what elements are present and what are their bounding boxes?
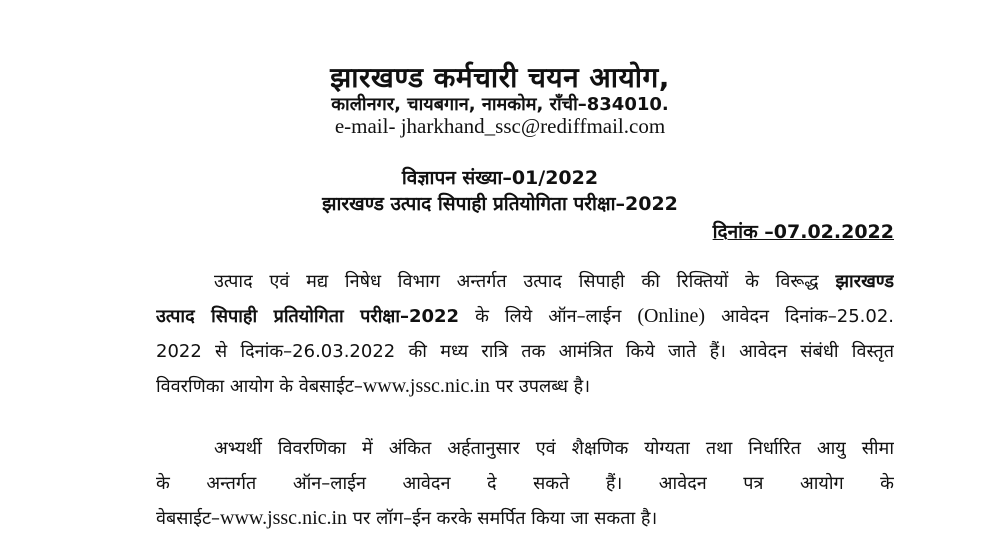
paragraph-1-line-3: 2022 से दिनांक–26.03.2022 की मध्य रात्रि तक आमंत्रित किये जाते हैं। आवेदन संबंधी विस्तृत: [156, 341, 894, 362]
website-link[interactable]: www.jssc.nic.in: [362, 375, 490, 397]
paragraph-2: [156, 431, 894, 536]
advertisement-number: विज्ञापन संख्या–01/2022: [401, 167, 599, 189]
paragraph-2-line-3: वेबसाईट–www.jssc.nic.in पर लॉग–ईन करके समर्पित किया जा सकता है।: [156, 507, 658, 529]
organization-name: झारखण्ड कर्मचारी चयन आयोग,: [330, 61, 670, 94]
organization-email: e-mail- jharkhand_ssc@rediffmail.com: [334, 114, 666, 138]
paragraph-2-line-1: अभ्यर्थी विवरणिका में अंकित अर्हतानुसार एवं शैक्षणिक योग्यता तथा निर्धारित आयु सीमा: [214, 438, 894, 459]
paragraph-1: [156, 264, 894, 404]
notice-date: दिनांक –07.02.2022: [712, 221, 894, 243]
paragraph-1-line-2: उत्पाद सिपाही प्रतियोगिता परीक्षा–2022 के लिये ऑन–लाईन (Online) आवेदन दिनांक–25.02.: [156, 305, 894, 327]
exam-title: झारखण्ड उत्पाद सिपाही प्रतियोगिता परीक्षा–2022: [322, 193, 678, 215]
organization-address: कालीनगर, चायबगान, नामकोम, राँची–834010.: [331, 94, 669, 115]
paragraph-1-line-4: विवरणिका आयोग के वेबसाईट–www.jssc.nic.in पर उपलब्ध है।: [156, 375, 591, 397]
paragraph-1-line-1: उत्पाद एवं मद्य निषेध विभाग अन्तर्गत उत्पाद सिपाही की रिक्तियों के विरूद्ध झारखण्ड: [214, 271, 894, 292]
paragraph-2-line-2: के अन्तर्गत ऑन–लाईन आवेदन दे सकते हैं। आवेदन पत्र आयोग के: [156, 473, 894, 494]
website-link[interactable]: www.jssc.nic.in: [220, 507, 348, 529]
